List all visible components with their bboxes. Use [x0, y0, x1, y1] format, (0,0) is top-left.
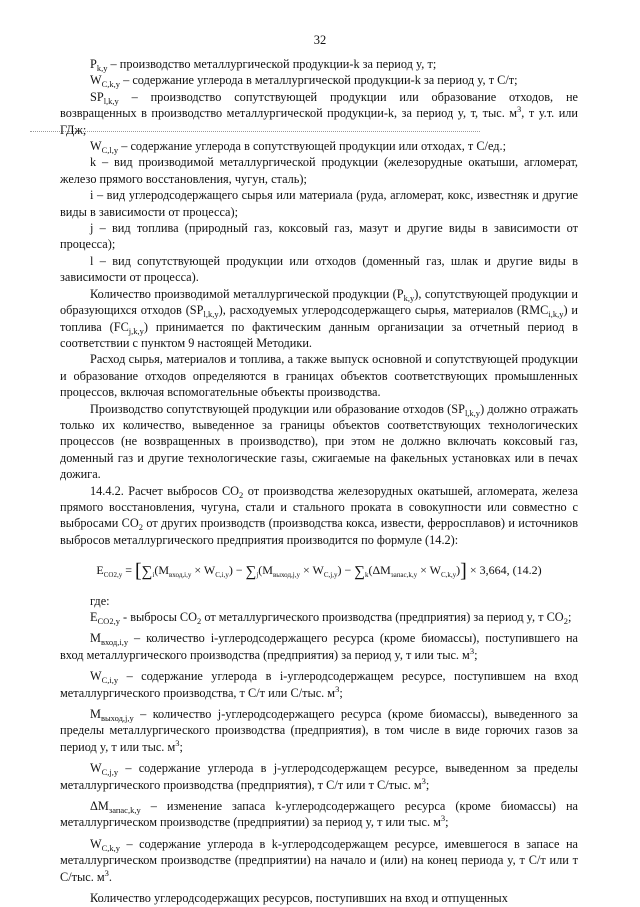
def-w-ci: $W_{C,i,y}$ – содержание углерода в i-углеродсодержащем ресурсе, поступившем на вход металлургического производства, т С/т или С/тыс. $м^3$;: [60, 669, 578, 700]
def-w-ck: $W_{C,k,y}$ – содержание углерода в металлургической продукции-k за период y, т С/т;: [90, 73, 518, 90]
formula-14-2: $E_{CO2,y} = [\sum_i(M_{вход,i,y} \times W_{C,i,y}) - \sum_j(M_{выход,j,y} \times W_{C,j,y}) - \sum_k(\Delta M_{запас,k,y} \times W_{C,k,y})] \times 3,664$, (14.2): [96, 560, 542, 583]
def-i: i – вид углеродсодержащего сырья или материала (руда, агломерат, кокс, известняк и другие виды в зависимости от процесса);: [60, 188, 578, 219]
def-dm: $\Delta M_{запас,k,y}$ – изменение запаса k-углеродсодержащего ресурса (кроме биомассы) на металлургическом производстве (предприятии) за период y, т или тыс. $м^3$;: [60, 799, 578, 830]
document-body: [60, 56, 578, 907]
def-j: j – вид топлива (природный газ, коксовый газ, мазут и другие виды в зависимости от процесса);: [60, 221, 578, 252]
def-w-ck-stock: $W_{C,k,y}$ – содержание углерода в k-углеродсодержащем ресурсе, имевшегося в запасе на металлургическом производстве (предприятии) на начало и (или) на конец периода y, т С/т или т С/тыс. $м^3$.: [60, 836, 578, 884]
def-w-cj: $W_{C,j,y}$ – содержание углерода в j-углеродсодержащем ресурсе, выведенном за пределы металлургического производства (предприятия), т С/т или т С/тыс. $м^3$;: [60, 761, 578, 792]
para-quantity: Количество производимой металлургической продукции $(P_{k,y})$, сопутствующей продукции и образующихся отходов $(SP_{l,k,y})$, расходуемых углеродсодержащего сырья, материалов $(RMC_{i,k,y})$ и топлива $(FC_{j,k,y})$ принимается по фактическим данным организации за отчетный период в соответствии с пунктом 9 настоящей Методики.: [60, 286, 578, 350]
def-m-out: $M_{выход,j,y}$ – количество j-углеродсодержащего ресурса (кроме биомассы), выведенного за пределы металлургического производства (предприятия), в том числе в виде горючих газов за период y, т или тыс. $м^3$;: [60, 707, 578, 754]
def-k: k – вид производимой металлургической продукции (железорудные окатыши, агломерат, железо прямого восстановления, чугун, сталь);: [60, 155, 578, 186]
def-m-in: $M_{вход,i,y}$ – количество i-углеродсодержащего ресурса (кроме биомассы), поступившего на вход металлургического производства (предприятия) за период y, т или тыс. $м^3$;: [60, 631, 578, 662]
def-w-cl: $W_{C,l,y}$ – содержание углерода в сопутствующей продукции или отходах, т С/ед.;: [90, 139, 507, 156]
section-14-4-2: 14.4.2. Расчет выбросов $CO_2$ от производства железорудных окатышей, агломерата, железа прямого восстановления, чугуна, стали и стального проката в совокупности или совместно с выбросами $CO_2$ от других производств (производства кокса, извести, ферросплавов) и источников выбросов металлургического предприятия производится по формуле (14.2):: [60, 483, 578, 547]
page-number: 32: [313, 33, 327, 47]
def-l: l – вид сопутствующей продукции или отходов (доменный газ, шлак и другие виды в зависимости от процесса).: [60, 253, 578, 285]
where-label: где:: [90, 593, 110, 608]
para-byproduct: Производство сопутствующей продукции или образование отходов $(SP_{l,k,y})$ должно отражать только их количество, выведенное за границы объектов соответствующих технологических процессов (не возвращенных в производство), при этом не должно включать коксовый газ, доменный газ и другие технологические газы, сжигаемые на факельных установках или в печах дожига.: [60, 401, 578, 482]
def-sp-l: $SP_{l,k,y}$ – производство сопутствующей продукции или образование отходов, не возвращенных в производство металлургической продукции-k, за период y, т, тыс. $м^3$, т у.т. или ГДж;: [60, 89, 578, 137]
para-consumption: Расход сырья, материалов и топлива, а также выпуск основной и сопутствующей продукции и образование отходов определяются в границах объектов соответствующих промышленных процессов, включая вспомогательные объекты производства.: [60, 352, 578, 400]
def-p-k: $P_{k,y}$ – производство металлургической продукции-k за период y, т;: [90, 57, 437, 73]
def-e-co2: $E_{CO2,y}$ - выбросы $CO_2$ от металлургического производства (предприятия) за период y, т $CO_2$;: [90, 610, 572, 626]
para-last: Количество углеродсодержащих ресурсов, поступивших на вход и отпущенных: [90, 891, 508, 906]
